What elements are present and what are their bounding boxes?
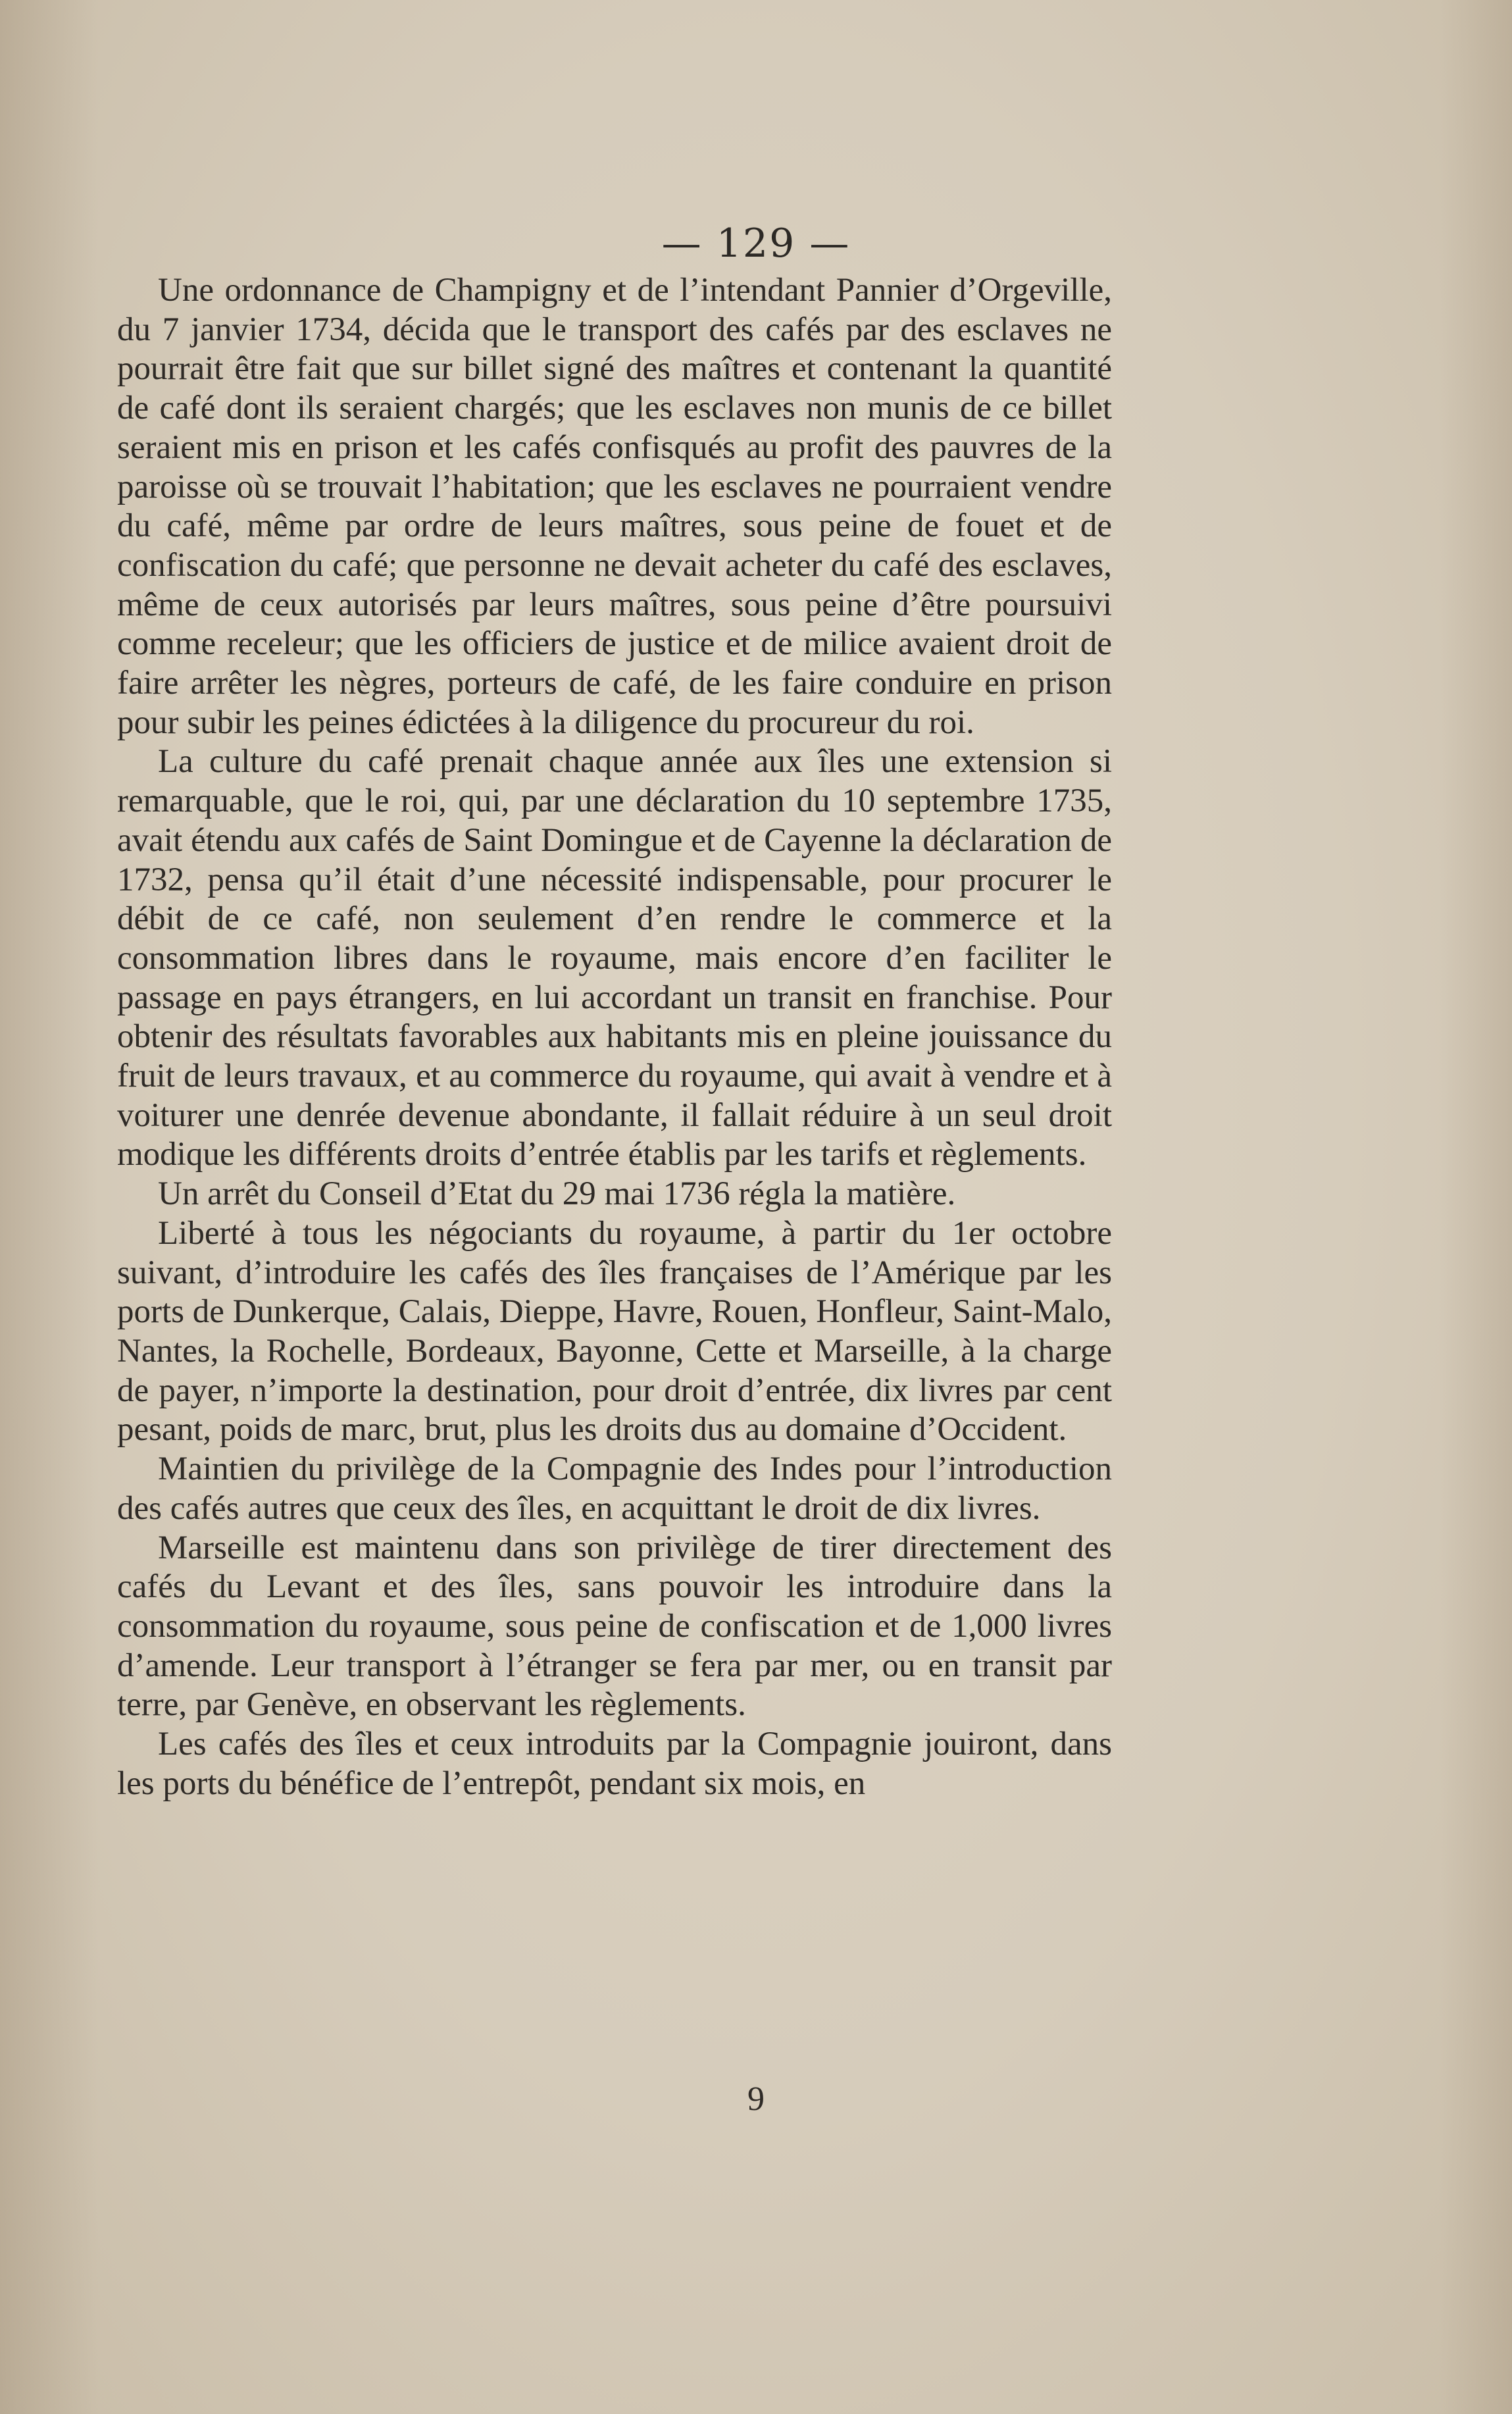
paragraph-liberte-negociants: Liberté à tous les négociants du royaume, à partir du 1er octobre suivant, d’introduire les cafés des îles françaises de l’Amérique par les ports de Dunkerque, Calais, Dieppe, Havre, Rouen, Honfleur, Saint-Malo, Nantes, la Rochelle, Bordeaux, Bayonne, Cette et Marseille, à la charge de payer, n’importe la destination, pour droit d’entrée, dix livres par cent pesant, poids de marc, brut, plus les droits dus au domaine d’Occident. xyxy=(117,1214,1112,1449)
paragraph-ordonnance: Une ordonnance de Champigny et de l’intendant Pannier d’Orgeville, du 7 janvier 1734, décida que le transport des cafés par des esclaves ne pourrait être fait que sur billet signé des maîtres et contenant la quantité de café dont ils seraient chargés; que les esclaves non munis de ce billet seraient mis en prison et les cafés confisqués au profit des pauvres de la paroisse où se trouvait l’habitation; que les esclaves ne pourraient vendre du café, même par ordre de leurs maîtres, sous peine de fouet et de confiscation du café; que personne ne devait acheter du café des esclaves, même de ceux autorisés par leurs maîtres, sous peine d’être poursuivi comme receleur; que les officiers de justice et de milice avaient droit de faire arrêter les nègres, porteurs de café, de les faire conduire en prison pour subir les peines édictées à la diligence du procureur du roi. xyxy=(117,272,1112,741)
body-text xyxy=(117,271,1112,1803)
paragraph-arret-conseil: Un arrêt du Conseil d’Etat du 29 mai 1736 régla la matière. xyxy=(158,1175,956,1213)
paragraph-marseille: Marseille est maintenu dans son privilège de tirer directement des cafés du Levant et des îles, sans pouvoir les introduire dans la consommation du royaume, sous peine de confiscation et de 1,000 livres d’amende. Leur transport à l’étranger se fera par mer, ou en transit par terre, par Genève, en observant les règlements. xyxy=(117,1529,1112,1724)
signature-mark: 9 xyxy=(747,2080,765,2118)
paragraph-compagnie-des-indes: Maintien du privilège de la Compagnie des Indes pour l’introduction des cafés autres que ceux des îles, en acquittant le droit de dix livres. xyxy=(117,1451,1112,1527)
page-number-header: — 129 — xyxy=(661,220,851,267)
paragraph-culture-du-cafe: La culture du café prenait chaque année aux îles une extension si remarquable, que le roi, qui, par une déclaration du 10 septembre 1735, avait étendu aux cafés de Saint Domingue et de Cayenne la déclaration de 1732, pensa qu’il était d’une nécessité indispensable, pour procurer le débit de ce café, non seulement d’en rendre le commerce et la consommation libres dans le royaume, mais encore d’en faciliter le passage en pays étrangers, en lui accordant un transit en franchise. Pour obtenir des résultats favorables aux habitants mis en pleine jouissance du fruit de leurs travaux, et au commerce du royaume, qui avait à vendre et à voiturer une denrée devenue abondante, il fallait réduire à un seul droit modique les différents droits d’entrée établis par les tarifs et règlements. xyxy=(117,743,1112,1173)
paragraph-entrepot: Les cafés des îles et ceux introduits par la Compagnie jouiront, dans les ports du bénéfice de l’entrepôt, pendant six mois, en xyxy=(117,1726,1112,1802)
